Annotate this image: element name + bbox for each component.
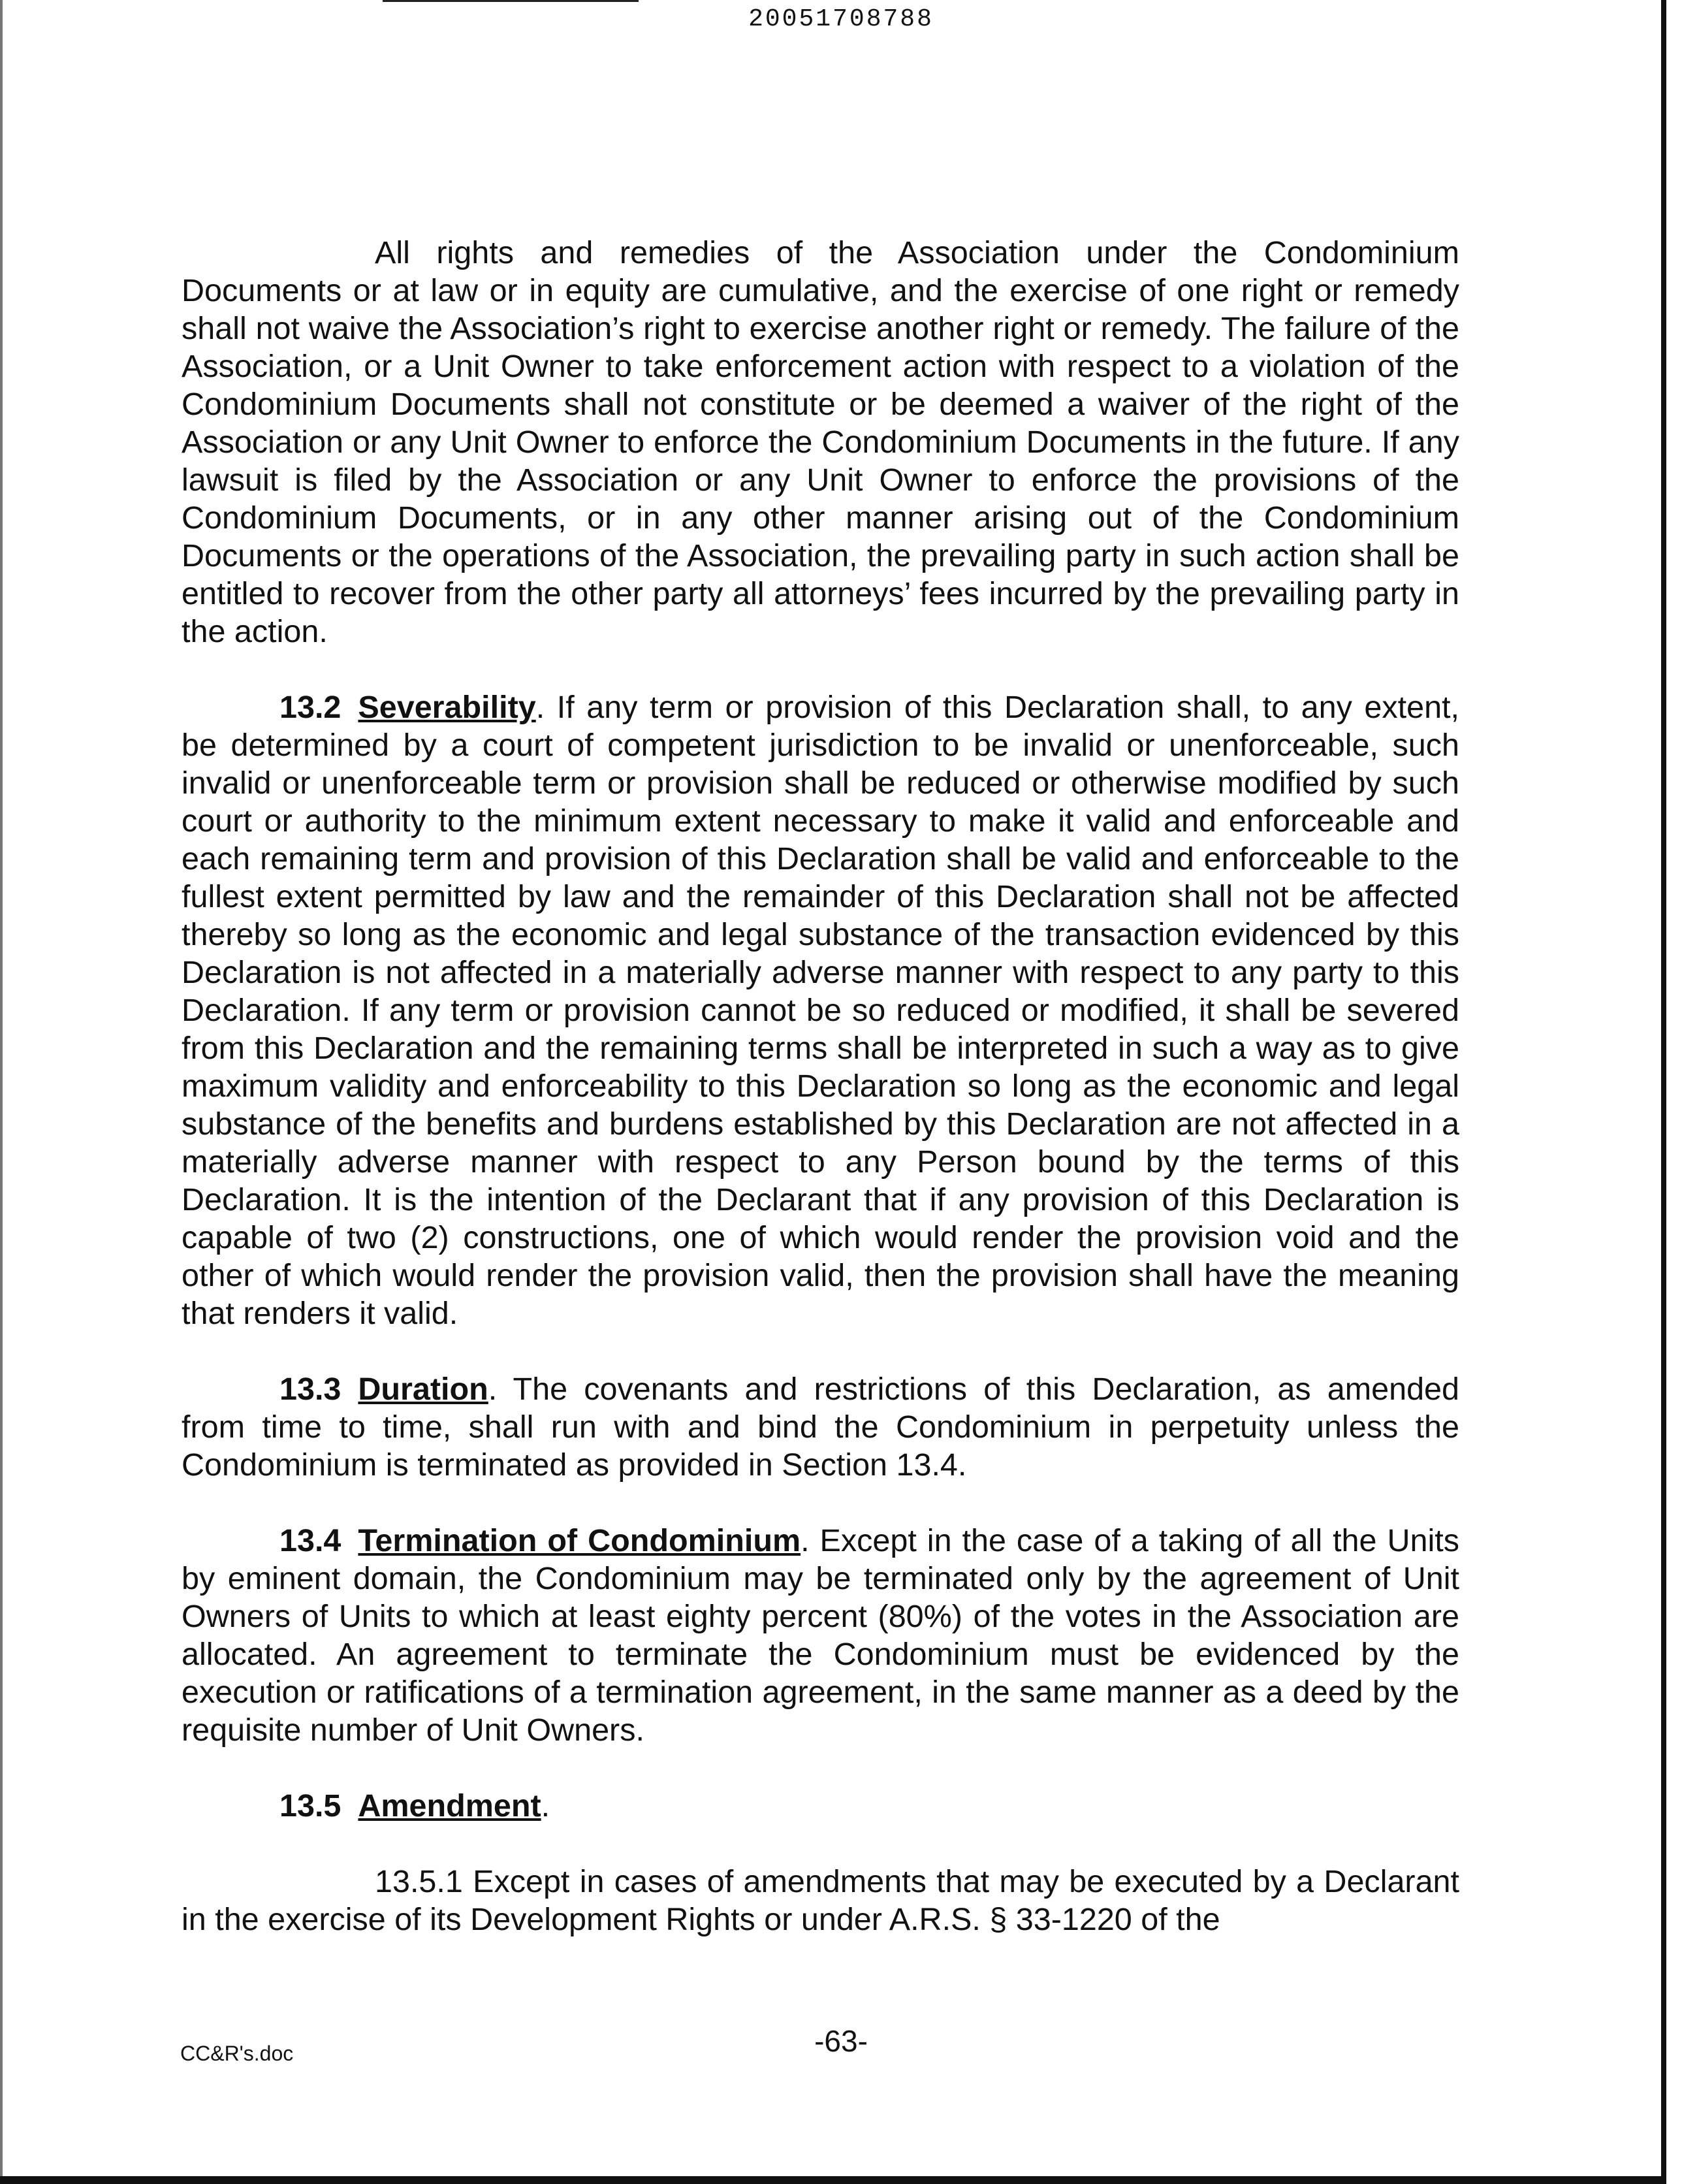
section-13-3 [182,1370,1459,1484]
section-13-2 [182,688,1459,1332]
section-title-duration: Duration [358,1372,488,1407]
section-13-5-1: 13.5.1 Except in cases of amendments that may be executed by a Declarant in the exercise of its Development Rights or under A.R.S. § 33-1220 of the [182,1864,1459,1937]
section-number: 13.3 [279,1372,341,1407]
section-title-amendment: Amendment [358,1788,541,1823]
paragraph-remedies: All rights and remedies of the Association under the Condominium Documents or at law or in equity are cumulative, and the exercise of one right or remedy shall not waive the Association’s right to exercise another right or remedy. The failure of the Association, or a Unit Owner to take enforcement action with respect to a violation of the Condominium Documents shall not constitute or be deemed a waiver of the right of the Association or any Unit Owner to enforce the Condominium Documents in the future. If any lawsuit is filed by the Association or any Unit Owner to enforce the provisions of the Condominium Documents, or in any other manner arising out of the Condominium Documents or the operations of the Association, the prevailing party in such action shall be entitled to recover from the other party all attorneys’ fees incurred by the prevailing party in the action. [182,235,1459,649]
section-number: 13.2 [279,690,341,725]
section-title-severability: Severability [358,690,536,725]
section-text: . The covenants and restrictions of this Declaration, as amended from time to time, shall run with and bind the Condominium in perpetuity unless the Condominium is terminated as provided in Section 13.4. [182,1372,1459,1483]
document-body [182,234,1459,1976]
top-rule [383,0,639,2]
section-13-5 [182,1787,1459,1825]
section-13-4 [182,1522,1459,1749]
page-right-border [1661,0,1666,2176]
section-text: . If any term or provision of this Declaration shall, to any extent, be determined by a court of competent jurisdiction to be invalid or unenforceable, such invalid or unenforceable term or provision shall be reduced or otherwise modified by such court or authority to the minimum extent necessary to make it valid and enforceable and each remaining term and provision of this Declaration shall be valid and enforceable to the fullest extent permitted by law and the remainder of this Declaration shall not be affected thereby so long as the economic and legal substance of the transaction evidenced by this Declaration is not affected in a materially adverse manner with respect to any party to this Declaration. If any term or provision cannot be so reduced or modified, it shall be severed from this Declaration and the remaining terms shall be interpreted in such a way as to give maximum validity and enforceability to this Declaration so long as the economic and legal substance of the benefits and burdens established by this Declaration are not affected in a materially adverse manner with respect to any Person bound by the terms of this Declaration. It is the intention of the Declarant that if any provision of this Declaration is capable of two (2) constructions, one of which would render the provision void and the other of which would render the provision valid, then the provision shall have the meaning that renders it valid. [182,690,1459,1331]
page-number: -63- [814,2024,868,2058]
section-number: 13.5 [279,1788,341,1823]
document-number: 20051708788 [748,5,934,33]
page-bottom-border [0,2176,1666,2184]
section-title-termination: Termination of Condominium [358,1523,801,1558]
section-text: . [541,1788,550,1823]
footer-file-name: CC&R's.doc [180,2042,294,2065]
section-text: . Except in the case of a taking of all the Units by eminent domain, the Condominium may be terminated only by the agreement of Unit Owners of Units to which at least eighty percent (80%) of the votes in the Association are allocated. An agreement to terminate the Condominium must be evidenced by the execution or ratifications of a termination agreement, in the same manner as a deed by the requisite number of Unit Owners. [182,1523,1459,1748]
page-left-border [0,0,3,2181]
section-number: 13.4 [279,1523,341,1558]
